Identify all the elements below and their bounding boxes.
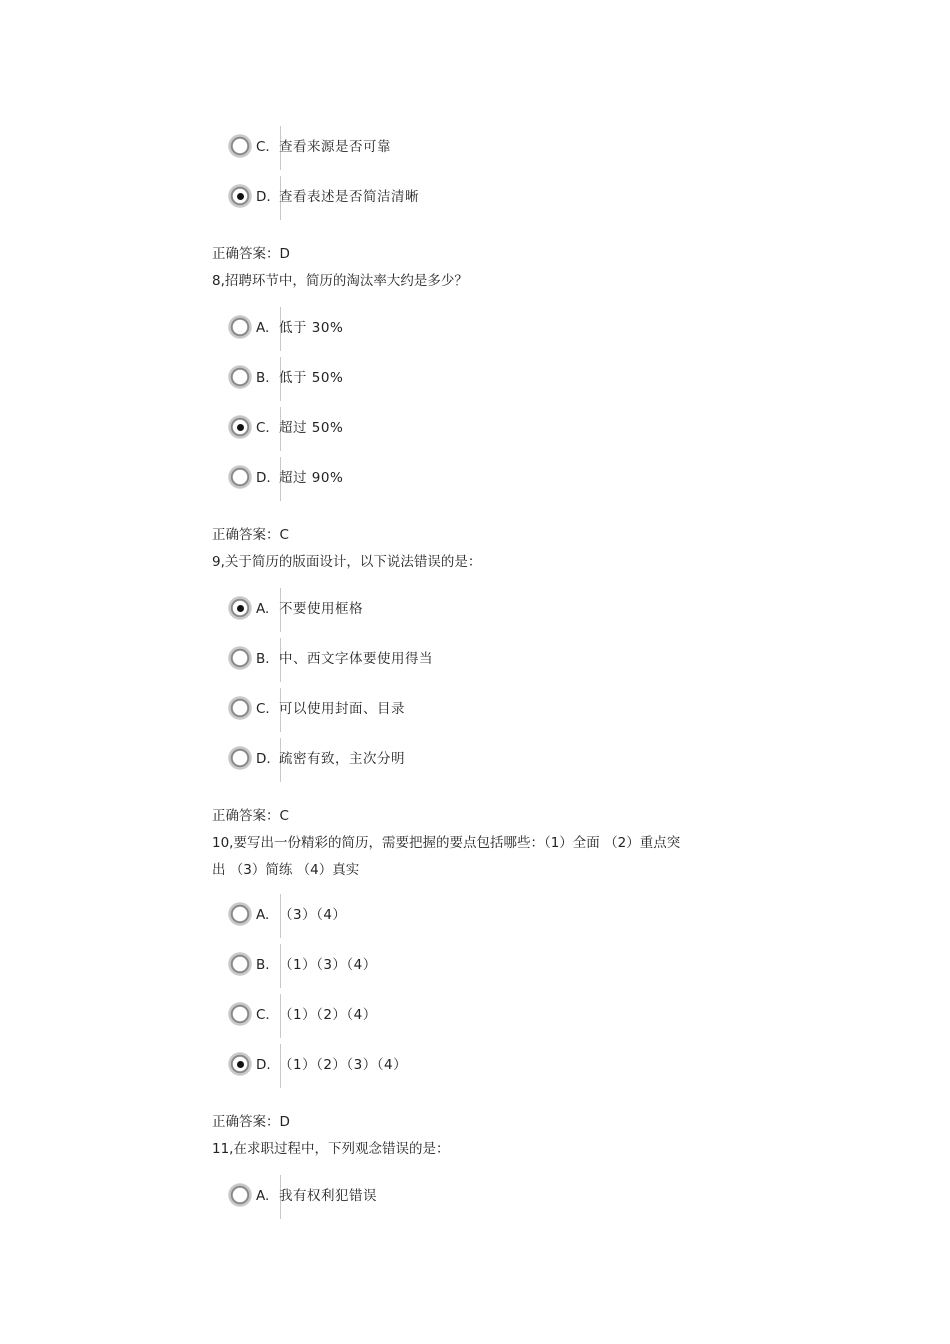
radio-unselected-icon[interactable] xyxy=(228,646,252,670)
option-text: 不要使用框格 xyxy=(279,601,363,617)
q8-option-b[interactable] xyxy=(228,365,728,393)
q10-title-line2: 出 （3）简练 （4）真实 xyxy=(212,862,360,878)
radio-unselected-icon[interactable] xyxy=(228,365,252,389)
q10-option-d[interactable] xyxy=(228,1052,728,1080)
radio-selected-icon[interactable] xyxy=(228,1052,252,1076)
option-text: （1）（2）（4） xyxy=(279,1007,377,1023)
option-letter: D. xyxy=(256,470,271,486)
q7-option-c[interactable] xyxy=(228,134,728,162)
option-letter: C. xyxy=(256,701,270,717)
q8-option-c[interactable] xyxy=(228,415,728,443)
q8-option-d[interactable] xyxy=(228,465,728,493)
option-text: 低于 30% xyxy=(279,320,344,336)
q9-correct-answer: 正确答案：C xyxy=(212,808,289,824)
option-letter: A. xyxy=(256,601,270,617)
radio-unselected-icon[interactable] xyxy=(228,465,252,489)
q9-option-d[interactable] xyxy=(228,746,728,774)
radio-unselected-icon[interactable] xyxy=(228,1183,252,1207)
option-text: 查看来源是否可靠 xyxy=(279,139,391,155)
option-letter: A. xyxy=(256,1188,270,1204)
q10-option-c[interactable] xyxy=(228,1002,728,1030)
option-text: （1）（3）（4） xyxy=(279,957,377,973)
option-letter: B. xyxy=(256,957,270,973)
option-text: 超过 50% xyxy=(279,420,344,436)
q8-correct-answer: 正确答案：C xyxy=(212,527,289,543)
radio-selected-icon[interactable] xyxy=(228,184,252,208)
option-text: 查看表述是否简洁清晰 xyxy=(279,189,419,205)
option-text: 中、西文字体要使用得当 xyxy=(279,651,433,667)
radio-unselected-icon[interactable] xyxy=(228,315,252,339)
option-letter: D. xyxy=(256,1057,271,1073)
radio-unselected-icon[interactable] xyxy=(228,952,252,976)
option-letter: B. xyxy=(256,370,270,386)
option-text: 低于 50% xyxy=(279,370,344,386)
q8-title: 8,招聘环节中，简历的淘汰率大约是多少？ xyxy=(212,273,468,289)
radio-unselected-icon[interactable] xyxy=(228,1002,252,1026)
radio-unselected-icon[interactable] xyxy=(228,746,252,770)
q9-option-c[interactable] xyxy=(228,696,728,724)
option-text: 疏密有致，主次分明 xyxy=(279,751,405,767)
q9-option-a[interactable] xyxy=(228,596,728,624)
q10-option-a[interactable] xyxy=(228,902,728,930)
q8-option-a[interactable] xyxy=(228,315,728,343)
radio-selected-icon[interactable] xyxy=(228,596,252,620)
option-text: 超过 90% xyxy=(279,470,344,486)
option-letter: D. xyxy=(256,189,271,205)
option-letter: C. xyxy=(256,1007,270,1023)
q9-title: 9,关于简历的版面设计，以下说法错误的是： xyxy=(212,554,482,570)
option-letter: B. xyxy=(256,651,270,667)
option-text: （3）（4） xyxy=(279,907,347,923)
option-text: （1）（2）（3）（4） xyxy=(279,1057,408,1073)
option-text: 我有权利犯错误 xyxy=(279,1188,377,1204)
q11-option-a[interactable] xyxy=(228,1183,728,1211)
q7-option-d[interactable] xyxy=(228,184,728,212)
q9-option-b[interactable] xyxy=(228,646,728,674)
q10-title-line1: 10,要写出一份精彩的简历，需要把握的要点包括哪些：（1）全面 （2）重点突 xyxy=(212,835,681,851)
radio-selected-icon[interactable] xyxy=(228,415,252,439)
q11-title: 11,在求职过程中，下列观念错误的是： xyxy=(212,1141,450,1157)
q10-option-b[interactable] xyxy=(228,952,728,980)
radio-unselected-icon[interactable] xyxy=(228,902,252,926)
radio-unselected-icon[interactable] xyxy=(228,134,252,158)
option-letter: C. xyxy=(256,420,270,436)
option-letter: A. xyxy=(256,907,270,923)
option-letter: A. xyxy=(256,320,270,336)
q7-correct-answer: 正确答案：D xyxy=(212,246,290,262)
option-letter: C. xyxy=(256,139,270,155)
q10-correct-answer: 正确答案：D xyxy=(212,1114,290,1130)
option-text: 可以使用封面、目录 xyxy=(279,701,405,717)
radio-unselected-icon[interactable] xyxy=(228,696,252,720)
option-letter: D. xyxy=(256,751,271,767)
